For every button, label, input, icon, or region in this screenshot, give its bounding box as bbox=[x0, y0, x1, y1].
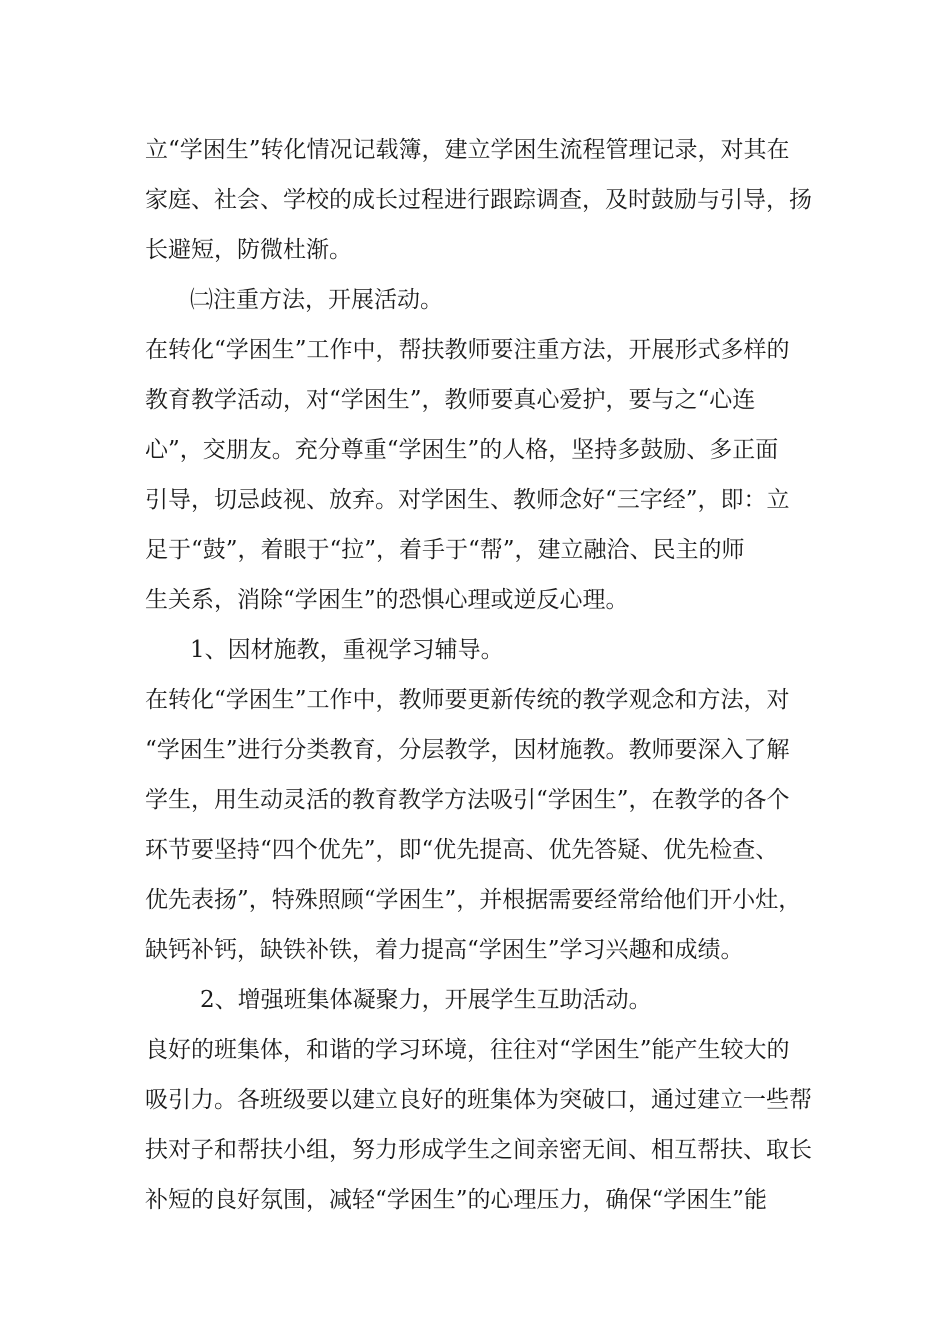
text-line: 引导，切忌歧视、放弃。对学困生、教师念好“三字经”，即：立 bbox=[145, 487, 790, 513]
section-heading: ㈡注重方法，开展活动。 bbox=[190, 287, 443, 313]
text-line: 生关系，消除“学困生”的恐惧心理或逆反心理。 bbox=[145, 587, 629, 613]
text-line: 吸引力。各班级要以建立良好的班集体为突破口，通过建立一些帮 bbox=[145, 1087, 812, 1113]
text-line: 长避短，防微杜渐。 bbox=[145, 237, 352, 263]
section-heading: 1、因材施教，重视学习辅导。 bbox=[190, 637, 504, 663]
text-line: 立“学困生”转化情况记载簿，建立学困生流程管理记录，对其在 bbox=[145, 137, 790, 163]
text-line: 缺钙补钙，缺铁补铁，着力提高“学困生”学习兴趣和成绩。 bbox=[145, 937, 744, 963]
text-line: 良好的班集体，和谐的学习环境，往往对“学困生”能产生较大的 bbox=[145, 1037, 790, 1063]
text-line: 扶对子和帮扶小组，努力形成学生之间亲密无间、相互帮扶、取长 bbox=[145, 1137, 812, 1163]
text-line: 在转化“学困生”工作中，教师要更新传统的教学观念和方法，对 bbox=[145, 687, 790, 713]
text-line: 学生，用生动灵活的教育教学方法吸引“学困生”，在教学的各个 bbox=[145, 787, 790, 813]
text-line: 教育教学活动，对“学困生”，教师要真心爱护，要与之“心连 bbox=[145, 387, 756, 413]
text-line: 环节要坚持“四个优先”，即“优先提高、优先答疑、优先检查、 bbox=[145, 837, 779, 863]
text-line: “学困生”进行分类教育，分层教学，因材施教。教师要深入了解 bbox=[145, 737, 790, 763]
text-line: 足于“鼓”，着眼于“拉”，着手于“帮”，建立融洽、民主的师 bbox=[145, 537, 745, 563]
text-line: 心”，交朋友。充分尊重“学困生”的人格，坚持多鼓励、多正面 bbox=[145, 437, 779, 463]
text-line: 在转化“学困生”工作中，帮扶教师要注重方法，开展形式多样的 bbox=[145, 337, 790, 363]
text-line: 补短的良好氛围，减轻“学困生”的心理压力，确保“学困生”能 bbox=[145, 1187, 768, 1213]
section-heading: 2、增强班集体凝聚力，开展学生互助活动。 bbox=[200, 987, 652, 1013]
text-line: 优先表扬”，特殊照顾“学困生”，并根据需要经常给他们开小灶， bbox=[145, 887, 802, 913]
text-line: 家庭、社会、学校的成长过程进行跟踪调查，及时鼓励与引导，扬 bbox=[145, 187, 812, 213]
